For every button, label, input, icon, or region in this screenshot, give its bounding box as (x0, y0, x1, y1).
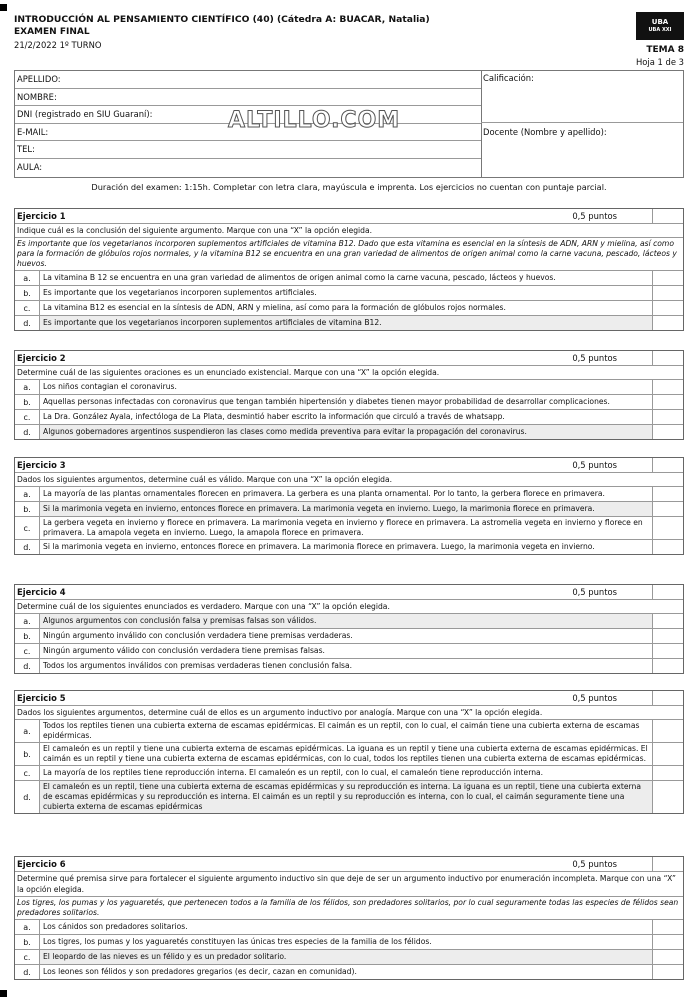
option-text: El leopardo de las nieves es un félido y es un predador solitario. (40, 950, 653, 964)
course-title: INTRODUCCIÓN AL PENSAMIENTO CIENTÍFICO (40) (Cátedra A: BUACAR, Natalia) (14, 14, 430, 25)
watermark: ALTILLO.COM (228, 108, 401, 133)
option-text: La gerbera vegeta en invierno y florece en primavera. La marimonia vegeta en invierno y florece en primavera. La astromelia vegeta en invierno y florece en primavera. La amapola vegeta en invierno. Luego, la amapola florece en primavera. (40, 517, 653, 539)
option-letter: d. (15, 965, 40, 979)
exercise-2 (14, 350, 684, 440)
option-checkbox[interactable] (653, 644, 683, 658)
exercise-points: 0,5 puntos (572, 587, 617, 597)
option-checkbox[interactable] (653, 316, 683, 330)
exercise-title: Ejercicio 4 (17, 587, 66, 597)
option-letter: d. (15, 659, 40, 673)
option-text: Aquellas personas infectadas con coronavirus que tengan también hipertensión y diabetes tienen mayor probabilidad de desarrollar complicaciones. (40, 395, 653, 409)
exercise-4 (14, 584, 684, 674)
field-calificacion[interactable]: Calificación: (481, 71, 683, 123)
option-text: Algunos argumentos con conclusión falsa y premisas falsas son válidos. (40, 614, 653, 628)
option-letter: a. (15, 380, 40, 394)
exam-header (14, 14, 684, 50)
exercise-header (15, 351, 683, 366)
option-checkbox[interactable] (653, 271, 683, 285)
option-row (15, 271, 683, 286)
score-cell[interactable] (652, 585, 683, 599)
exercise-points: 0,5 puntos (572, 353, 617, 363)
logo-main-text: UBA (651, 18, 669, 26)
field-apellido[interactable]: APELLIDO: (15, 71, 481, 89)
option-text: La mayoría de los reptiles tiene reproducción interna. El camaleón es un reptil, con lo cual, el camaleón tiene reproducción interna. (40, 766, 653, 780)
logo-sub-text: UBA XXI (648, 27, 672, 33)
option-text: Si la marimonia vegeta en invierno, entonces florece en primavera. La marimonia vegeta en invierno. Luego, la marimonia florece en primavera. (40, 502, 653, 516)
option-row (15, 614, 683, 629)
option-letter: a. (15, 271, 40, 285)
option-letter: a. (15, 920, 40, 934)
option-letter: d. (15, 781, 40, 813)
exercise-instruction: Determine qué premisa sirve para fortalecer el siguiente argumento inductivo sin que deje de ser un argumento inductivo por enumeración incompleta. Marque con una “X” la opción elegida. (15, 872, 683, 897)
option-row (15, 766, 683, 781)
exercise-header (15, 691, 683, 706)
option-checkbox[interactable] (653, 502, 683, 516)
exercise-5 (14, 690, 684, 814)
option-row (15, 935, 683, 950)
option-checkbox[interactable] (653, 425, 683, 439)
option-text: La mayoría de las plantas ornamentales florecen en primavera. La gerbera es una planta ornamental. Por lo tanto, la gerbera florece en primavera. (40, 487, 653, 501)
option-row (15, 316, 683, 330)
option-letter: d. (15, 540, 40, 554)
option-checkbox[interactable] (653, 720, 683, 742)
field-email[interactable]: E-MAIL: (15, 124, 481, 142)
exercise-title: Ejercicio 5 (17, 693, 66, 703)
option-text: Todos los argumentos inválidos con premisas verdaderas tienen conclusión falsa. (40, 659, 653, 673)
option-letter: c. (15, 766, 40, 780)
option-letter: c. (15, 950, 40, 964)
option-text: Ningún argumento inválido con conclusión verdadera tiene premisas verdaderas. (40, 629, 653, 643)
option-checkbox[interactable] (653, 950, 683, 964)
option-row (15, 781, 683, 813)
option-text: Los cánidos son predadores solitarios. (40, 920, 653, 934)
option-text: La Dra. González Ayala, infectóloga de La Plata, desmintió haber escrito la información que circuló a través de whatsapp. (40, 410, 653, 424)
option-letter: a. (15, 487, 40, 501)
exercise-title: Ejercicio 3 (17, 460, 66, 470)
tema-block (636, 43, 684, 68)
option-letter: b. (15, 502, 40, 516)
option-text: El camaleón es un reptil, tiene una cubierta externa de escamas epidérmicas y su reproducción es interna. La iguana es un reptil, tiene una cubierta externa de escamas epidérmicas y su reproducción es interna. El caimán es un reptil y su reproducción es interna, con lo cual, el caimán seguramente tiene una cubierta externa de escamas epidérmicas (40, 781, 653, 813)
option-text: Los niños contagian el coronavirus. (40, 380, 653, 394)
option-checkbox[interactable] (653, 517, 683, 539)
option-row (15, 920, 683, 935)
option-checkbox[interactable] (653, 380, 683, 394)
option-checkbox[interactable] (653, 614, 683, 628)
exercise-points: 0,5 puntos (572, 693, 617, 703)
option-checkbox[interactable] (653, 965, 683, 979)
option-row (15, 425, 683, 439)
option-checkbox[interactable] (653, 935, 683, 949)
option-letter: b. (15, 743, 40, 765)
exercise-header (15, 209, 683, 224)
exam-subtitle: EXAMEN FINAL (14, 27, 90, 37)
score-cell[interactable] (652, 458, 683, 472)
option-checkbox[interactable] (653, 395, 683, 409)
option-letter: b. (15, 629, 40, 643)
option-letter: d. (15, 425, 40, 439)
option-letter: c. (15, 644, 40, 658)
option-row (15, 301, 683, 316)
option-text: La vitamina B12 es esencial en la síntesis de ADN, ARN y mielina, así como para la formación de glóbulos rojos normales. (40, 301, 653, 315)
exercise-header (15, 458, 683, 473)
exercise-premise: Los tigres, los pumas y los yaguaretés, que pertenecen todos a la familia de los félidos, son predadores solitarios, por lo cual seguramente todas las especies de félidos sean predadores solitarios. (15, 897, 683, 920)
option-row (15, 950, 683, 965)
field-tel[interactable]: TEL: (15, 141, 481, 159)
option-text: Es importante que los vegetarianos incorporen suplementos artificiales de vitamina B12. (40, 316, 653, 330)
exercise-instruction: Dados los siguientes argumentos, determine cuál de ellos es un argumento inductivo por analogía. Marque con una “X” la opción elegida. (15, 706, 683, 720)
exercise-instruction: Determine cuál de las siguientes oraciones es un enunciado existencial. Marque con una “X” la opción elegida. (15, 366, 683, 380)
option-row (15, 644, 683, 659)
exam-date: 21/2/2022 1º TURNO (14, 40, 102, 50)
exercise-header (15, 585, 683, 600)
exercise-points: 0,5 puntos (572, 859, 617, 869)
option-checkbox[interactable] (653, 781, 683, 813)
option-row (15, 743, 683, 766)
exercise-instruction: Indique cuál es la conclusión del siguiente argumento. Marque con una “X” la opción elegida. (15, 224, 683, 238)
page-count: Hoja 1 de 3 (636, 57, 684, 67)
option-checkbox[interactable] (653, 286, 683, 300)
exercise-points: 0,5 puntos (572, 460, 617, 470)
option-row (15, 395, 683, 410)
option-checkbox[interactable] (653, 659, 683, 673)
option-text: La vitamina B 12 se encuentra en una gran variedad de alimentos de origen animal como la carne vacuna, pescado, lácteos y huevos. (40, 271, 653, 285)
grading-fields (481, 71, 683, 177)
option-row (15, 487, 683, 502)
exercise-header (15, 857, 683, 872)
option-checkbox[interactable] (653, 540, 683, 554)
option-text: Los leones son félidos y son predadores gregarios (es decir, cazan en comunidad). (40, 965, 653, 979)
field-aula[interactable]: AULA: (17, 161, 43, 172)
tema-label: TEMA 8 (646, 45, 684, 55)
option-row (15, 410, 683, 425)
score-cell[interactable] (652, 691, 683, 705)
exercise-instruction: Dados los siguientes argumentos, determine cuál es válido. Marque con una “X” la opción elegida. (15, 473, 683, 487)
exercise-1 (14, 208, 684, 331)
option-letter: c. (15, 301, 40, 315)
exercise-title: Ejercicio 1 (17, 211, 66, 221)
option-checkbox[interactable] (653, 487, 683, 501)
option-checkbox[interactable] (653, 743, 683, 765)
score-cell[interactable] (652, 351, 683, 365)
option-checkbox[interactable] (653, 629, 683, 643)
option-row (15, 540, 683, 554)
option-text: Es importante que los vegetarianos incorporen suplementos artificiales. (40, 286, 653, 300)
option-letter: a. (15, 614, 40, 628)
option-text: Si la marimonia vegeta en invierno, entonces florece en primavera. La marimonia florece en primavera. Luego, la marimonia vegeta en invierno. (40, 540, 653, 554)
option-text: El camaleón es un reptil y tiene una cubierta externa de escamas epidérmicas. La iguana es un reptil y tiene una cubierta externa de escamas epidérmicas. El caimán es un reptil y tiene una cubierta externa de escamas epidérmicas, con lo cual, todos los reptiles tienen una cubierta externa de escamas epidérmicas. (40, 743, 653, 765)
exercise-title: Ejercicio 2 (17, 353, 66, 363)
option-letter: a. (15, 720, 40, 742)
score-cell[interactable] (652, 209, 683, 223)
option-letter: d. (15, 316, 40, 330)
option-checkbox[interactable] (653, 410, 683, 424)
option-row (15, 380, 683, 395)
corner-mark-bottom (0, 990, 7, 997)
exercise-instruction: Determine cuál de los siguientes enunciados es verdadero. Marque con una “X” la opción elegida. (15, 600, 683, 614)
option-letter: c. (15, 410, 40, 424)
option-text: Algunos gobernadores argentinos suspendieron las clases como medida preventiva para evitar la propagación del coronavirus. (40, 425, 653, 439)
exercise-title: Ejercicio 6 (17, 859, 66, 869)
exam-duration-note: Duración del examen: 1:15h. Completar con letra clara, mayúscula e imprenta. Los ejercicios no cuentan con puntaje parcial. (91, 182, 607, 192)
option-letter: c. (15, 517, 40, 539)
option-text: Todos los reptiles tienen una cubierta externa de escamas epidérmicas. El caimán es un reptil, con lo cual, el caimán tiene una cubierta externa de escamas epidérmicas. (40, 720, 653, 742)
option-row (15, 965, 683, 979)
option-row (15, 517, 683, 540)
option-row (15, 659, 683, 673)
option-letter: b. (15, 286, 40, 300)
exercise-3 (14, 457, 684, 555)
option-checkbox[interactable] (653, 766, 683, 780)
option-checkbox[interactable] (653, 920, 683, 934)
option-letter: b. (15, 935, 40, 949)
score-cell[interactable] (652, 857, 683, 871)
option-row (15, 629, 683, 644)
option-letter: b. (15, 395, 40, 409)
uba-logo (636, 12, 684, 40)
field-docente[interactable]: Docente (Nombre y apellido): (483, 127, 607, 137)
exercise-premise: Es importante que los vegetarianos incorporen suplementos artificiales de vitamina B12. Dado que esta vitamina es esencial en la síntesis de ADN, ARN y mielina, así como para la formación de glóbulos rojos normales, y la vitamina B12 se encuentra en una gran variedad de alimentos de origen animal como la carne vacuna, pescado, lácteos y huevos. (15, 238, 683, 271)
corner-mark-top (0, 4, 7, 11)
option-row (15, 720, 683, 743)
option-row (15, 286, 683, 301)
option-row (15, 502, 683, 517)
option-text: Ningún argumento válido con conclusión verdadera tiene premisas falsas. (40, 644, 653, 658)
exercise-6 (14, 856, 684, 980)
option-text: Los tigres, los pumas y los yaguaretés constituyen las únicas tres especies de la familia de los félidos. (40, 935, 653, 949)
field-dni[interactable]: DNI (registrado en SIU Guaraní): (15, 106, 481, 124)
field-nombre[interactable]: NOMBRE: (15, 89, 481, 107)
exercise-points: 0,5 puntos (572, 211, 617, 221)
option-checkbox[interactable] (653, 301, 683, 315)
